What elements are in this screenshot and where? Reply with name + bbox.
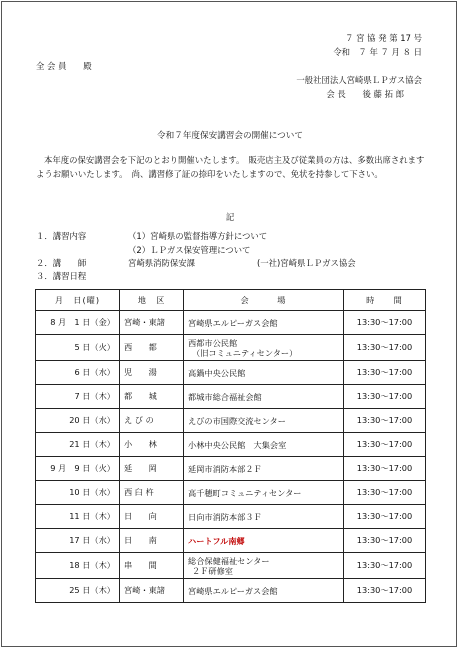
row-area: 小 林 (120, 433, 184, 457)
row-area: 西 臼 杵 (120, 481, 184, 505)
row-venue (184, 579, 344, 603)
row-date: 6 日（水） (36, 361, 120, 385)
row-time: 13:30～17:00 (344, 481, 426, 505)
row-date: 18 日（木） (36, 553, 120, 579)
row-time: 13:30～17:00 (344, 409, 426, 433)
table-row (36, 579, 426, 603)
row-date: 11 日（木） (36, 505, 120, 529)
row-time: 13:30～17:00 (344, 579, 426, 603)
row-date: 17 日（水） (36, 529, 120, 553)
table-row (36, 385, 426, 409)
row-venue-name: 西都市公民館 (188, 337, 238, 348)
item2-lecturer-a: 宮崎県消防保安課 (128, 258, 195, 268)
row-area: 宮崎・東諸 (120, 579, 184, 603)
row-time: 13:30～17:00 (344, 385, 426, 409)
table-row (36, 433, 426, 457)
row-venue-name: 延岡市消防本部２Ｆ (188, 463, 262, 474)
document-title: 令和７年度保安講習会の開催について (157, 131, 303, 141)
document-number: ７ 宮 協 発 第 17 号 (345, 33, 422, 43)
item2-label: ２．講 師 (36, 258, 87, 268)
row-time: 13:30～17:00 (344, 433, 426, 457)
header-area: 地 区 (120, 290, 184, 311)
row-venue-name: 宮崎県エルピーガス会館 (188, 585, 278, 596)
ki-heading: 記 (225, 212, 235, 222)
row-area: 日 向 (120, 505, 184, 529)
row-time: 13:30～17:00 (344, 335, 426, 361)
row-area: 宮崎・東諸 (120, 311, 184, 335)
row-date: 9 月 9 日（火） (36, 457, 120, 481)
row-venue-name: 都城市総合福祉会館 (188, 391, 262, 402)
row-date: 5 日（火） (36, 335, 120, 361)
table-row (36, 335, 426, 361)
row-venue-name: 日向市消防本部３Ｆ (188, 511, 262, 522)
table-row (36, 409, 426, 433)
row-time: 13:30～17:00 (344, 311, 426, 335)
table-row (36, 361, 426, 385)
row-area: え び の (120, 409, 184, 433)
row-venue-name: 総合保健福祉センター (188, 555, 270, 566)
row-venue (184, 529, 344, 553)
row-venue-name: 高鍋中央公民館 (188, 367, 246, 378)
row-area: 都 城 (120, 385, 184, 409)
row-area: 串 間 (120, 553, 184, 579)
row-venue-name: 高千穂町コミュニティセンター (188, 487, 302, 498)
row-time: 13:30～17:00 (344, 457, 426, 481)
row-venue (184, 409, 344, 433)
table-row (36, 457, 426, 481)
row-time: 13:30～17:00 (344, 361, 426, 385)
row-venue-subname: （旧コミュニティセンター） (192, 347, 298, 358)
row-venue-name: 宮崎県エルピーガス会館 (188, 317, 278, 328)
president-name: 会 長 後 藤 拓 郎 (326, 89, 404, 99)
row-venue-name: えびの市国際交流センター (188, 415, 286, 426)
header-venue: 会 場 (184, 290, 344, 311)
addressee: 全 会 員 殿 (36, 61, 92, 71)
row-venue (184, 481, 344, 505)
item1-content-b: （2）ＬＰガス保安管理について (128, 245, 251, 255)
schedule-header-row (36, 290, 426, 311)
row-date: 7 日（木） (36, 385, 120, 409)
item2-lecturer-b: (一社)宮崎県ＬＰガス協会 (257, 258, 356, 268)
row-venue-name: ハートフル南郷 (188, 535, 245, 546)
row-venue (184, 335, 344, 361)
body-paragraph-text: 本年度の保安講習会を下記のとおり開催いたします。 販売店主及び従業員の方は、多数出席されますようお願いいたします。 尚、講習修了証の捺印をいたしますので、免状を持参して下さい。 (36, 155, 425, 179)
row-area: 日 南 (120, 529, 184, 553)
row-venue (184, 433, 344, 457)
row-date: 10 日（水） (36, 481, 120, 505)
row-venue (184, 361, 344, 385)
table-row (36, 553, 426, 579)
table-row (36, 529, 426, 553)
header-time: 時 間 (344, 290, 426, 311)
table-row (36, 311, 426, 335)
schedule-table (35, 289, 426, 603)
row-time: 13:30～17:00 (344, 529, 426, 553)
row-time: 13:30～17:00 (344, 505, 426, 529)
document-date: 令和 ７ 年 ７ 月 ８ 日 (333, 47, 422, 57)
row-area: 児 湯 (120, 361, 184, 385)
body-paragraph (36, 153, 432, 181)
document-page (1, 1, 457, 647)
row-venue (184, 457, 344, 481)
row-area: 西 都 (120, 335, 184, 361)
header-date: 月 日(曜) (36, 290, 120, 311)
row-venue (184, 385, 344, 409)
row-date: 21 日（木） (36, 433, 120, 457)
item1-label: １．講習内容 (36, 231, 87, 241)
item3-label: ３．講習日程 (36, 271, 87, 281)
row-date: 8 月 1 日（金） (36, 311, 120, 335)
table-row (36, 505, 426, 529)
row-venue (184, 505, 344, 529)
item1-content-a: （1）宮崎県の監督指導方針について (128, 231, 268, 241)
row-venue (184, 311, 344, 335)
table-row (36, 481, 426, 505)
row-area: 延 岡 (120, 457, 184, 481)
row-date: 25 日（木） (36, 579, 120, 603)
row-venue-name: 小林中央公民館 大集会室 (188, 439, 287, 450)
row-time: 13:30～17:00 (344, 553, 426, 579)
row-venue (184, 553, 344, 579)
row-date: 20 日（水） (36, 409, 120, 433)
organization-name: 一般社団法人宮崎県ＬＰガス協会 (296, 75, 422, 85)
row-venue-subname: ２Ｆ研修室 (192, 565, 233, 576)
